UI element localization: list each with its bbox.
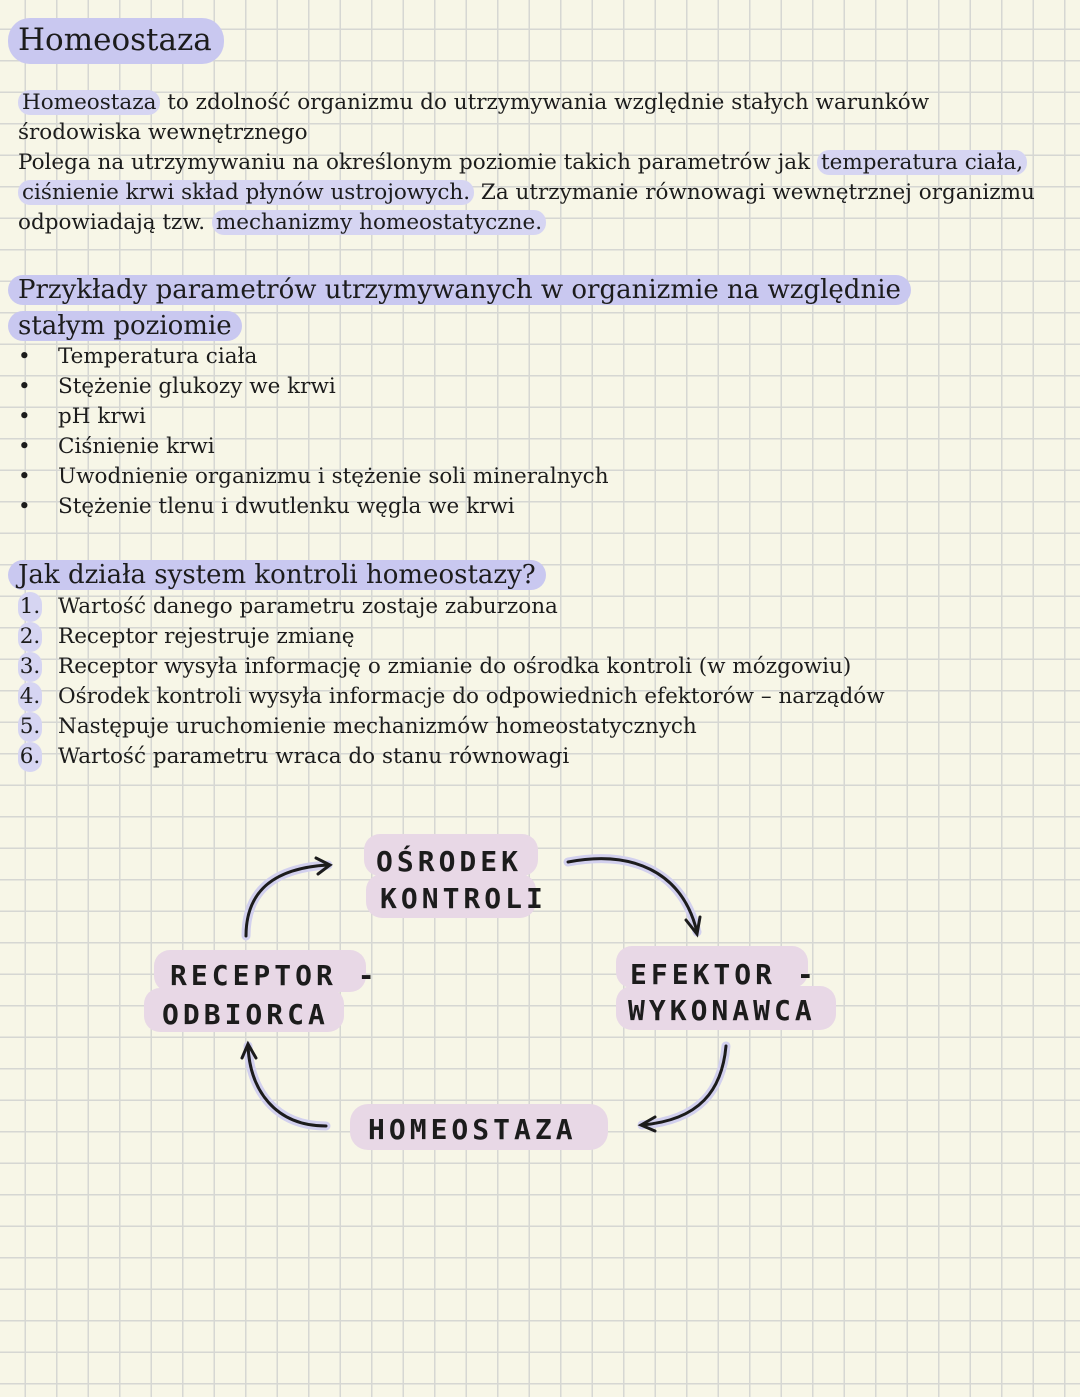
node-effector-line-2: WYKONAWCA bbox=[628, 994, 816, 1027]
step-number: 6. bbox=[18, 742, 42, 772]
step-number: 4. bbox=[18, 682, 42, 712]
intro-line-5-start: odpowiadają tzw. bbox=[18, 210, 212, 235]
node-control-center-line-2: KONTROLI bbox=[380, 882, 547, 915]
intro-line-4 bbox=[18, 178, 1068, 208]
step-item bbox=[18, 682, 885, 712]
list-item bbox=[18, 342, 609, 372]
node-receptor-line-2: ODBIORCA bbox=[162, 998, 329, 1031]
control-heading-text: Jak działa system kontroli homeostazy? bbox=[8, 560, 546, 590]
intro-line-3 bbox=[18, 148, 1068, 178]
bullet: • bbox=[18, 434, 31, 459]
examples-heading-line-1 bbox=[8, 274, 911, 307]
intro-line-3-start: Polega na utrzymywaniu na określonym poziomie takich parametrów jak bbox=[18, 150, 817, 175]
step-number: 2. bbox=[18, 622, 42, 652]
homeostasis-cycle-diagram bbox=[0, 820, 1080, 1160]
intro-highlight-mechanisms: mechanizmy homeostatyczne. bbox=[212, 210, 546, 235]
step-item bbox=[18, 712, 885, 742]
intro-line-5 bbox=[18, 208, 1068, 238]
node-homeostasis: HOMEOSTAZA bbox=[368, 1113, 577, 1146]
arrow-shadow bbox=[248, 1046, 326, 1126]
list-item-text: Ciśnienie krwi bbox=[58, 434, 215, 459]
examples-list bbox=[18, 342, 609, 522]
node-receptor-line-1: RECEPTOR - bbox=[170, 959, 379, 992]
intro-term: Homeostaza bbox=[18, 90, 160, 115]
intro-highlight-pressure: ciśnienie krwi skład płynów ustrojowych. bbox=[18, 180, 474, 205]
list-item-text: Temperatura ciała bbox=[58, 344, 258, 369]
step-text: Następuje uruchomienie mechanizmów homeostatycznych bbox=[58, 714, 697, 739]
step-text: Receptor rejestruje zmianę bbox=[58, 624, 355, 649]
intro-line-1-rest: to zdolność organizmu do utrzymywania względnie stałych warunków bbox=[160, 90, 930, 115]
bullet: • bbox=[18, 404, 31, 429]
step-number: 3. bbox=[18, 652, 42, 682]
node-control-center-line-1: OŚRODEK bbox=[376, 845, 523, 878]
list-item bbox=[18, 402, 609, 432]
node-effector-line-1: EFEKTOR - bbox=[630, 958, 818, 991]
step-item bbox=[18, 622, 885, 652]
intro-line-4-rest: Za utrzymanie równowagi wewnętrznej organizmu bbox=[474, 180, 1035, 205]
arrow-shadow bbox=[568, 859, 697, 932]
list-item-text: Stężenie glukozy we krwi bbox=[58, 374, 336, 399]
list-item-text: Uwodnienie organizmu i stężenie soli mineralnych bbox=[58, 464, 609, 489]
examples-heading-text-2: stałym poziomie bbox=[8, 311, 242, 341]
examples-heading-line-2 bbox=[8, 310, 242, 343]
control-steps-list bbox=[18, 592, 885, 772]
list-item bbox=[18, 462, 609, 492]
step-text: Wartość parametru wraca do stanu równowagi bbox=[58, 744, 570, 769]
page-title: Homeostaza bbox=[8, 18, 224, 64]
bullet: • bbox=[18, 344, 31, 369]
bullet: • bbox=[18, 464, 31, 489]
examples-heading-text-1: Przykłady parametrów utrzymywanych w organizmie na względnie bbox=[8, 275, 911, 305]
step-number: 5. bbox=[18, 712, 42, 742]
arrow-shadow bbox=[246, 865, 328, 936]
control-heading bbox=[8, 559, 546, 592]
intro-highlight-temperature: temperatura ciała, bbox=[817, 150, 1027, 175]
intro-line-1 bbox=[18, 88, 1068, 118]
intro-line-2: środowiska wewnętrznego bbox=[18, 120, 308, 145]
list-item bbox=[18, 492, 609, 522]
step-item bbox=[18, 652, 885, 682]
list-item-text: pH krwi bbox=[58, 404, 146, 429]
bullet: • bbox=[18, 494, 31, 519]
step-item bbox=[18, 742, 885, 772]
step-text: Receptor wysyła informację o zmianie do ośrodka kontroli (w mózgowiu) bbox=[58, 654, 852, 679]
bullet: • bbox=[18, 374, 31, 399]
step-number: 1. bbox=[18, 592, 42, 622]
arrow-effector-to-homeostasis bbox=[642, 1046, 726, 1125]
step-item bbox=[18, 592, 885, 622]
step-text: Ośrodek kontroli wysyła informacje do odpowiednich efektorów – narządów bbox=[58, 684, 885, 709]
list-item bbox=[18, 432, 609, 462]
list-item-text: Stężenie tlenu i dwutlenku węgla we krwi bbox=[58, 494, 515, 519]
list-item bbox=[18, 372, 609, 402]
step-text: Wartość danego parametru zostaje zaburzona bbox=[58, 594, 558, 619]
